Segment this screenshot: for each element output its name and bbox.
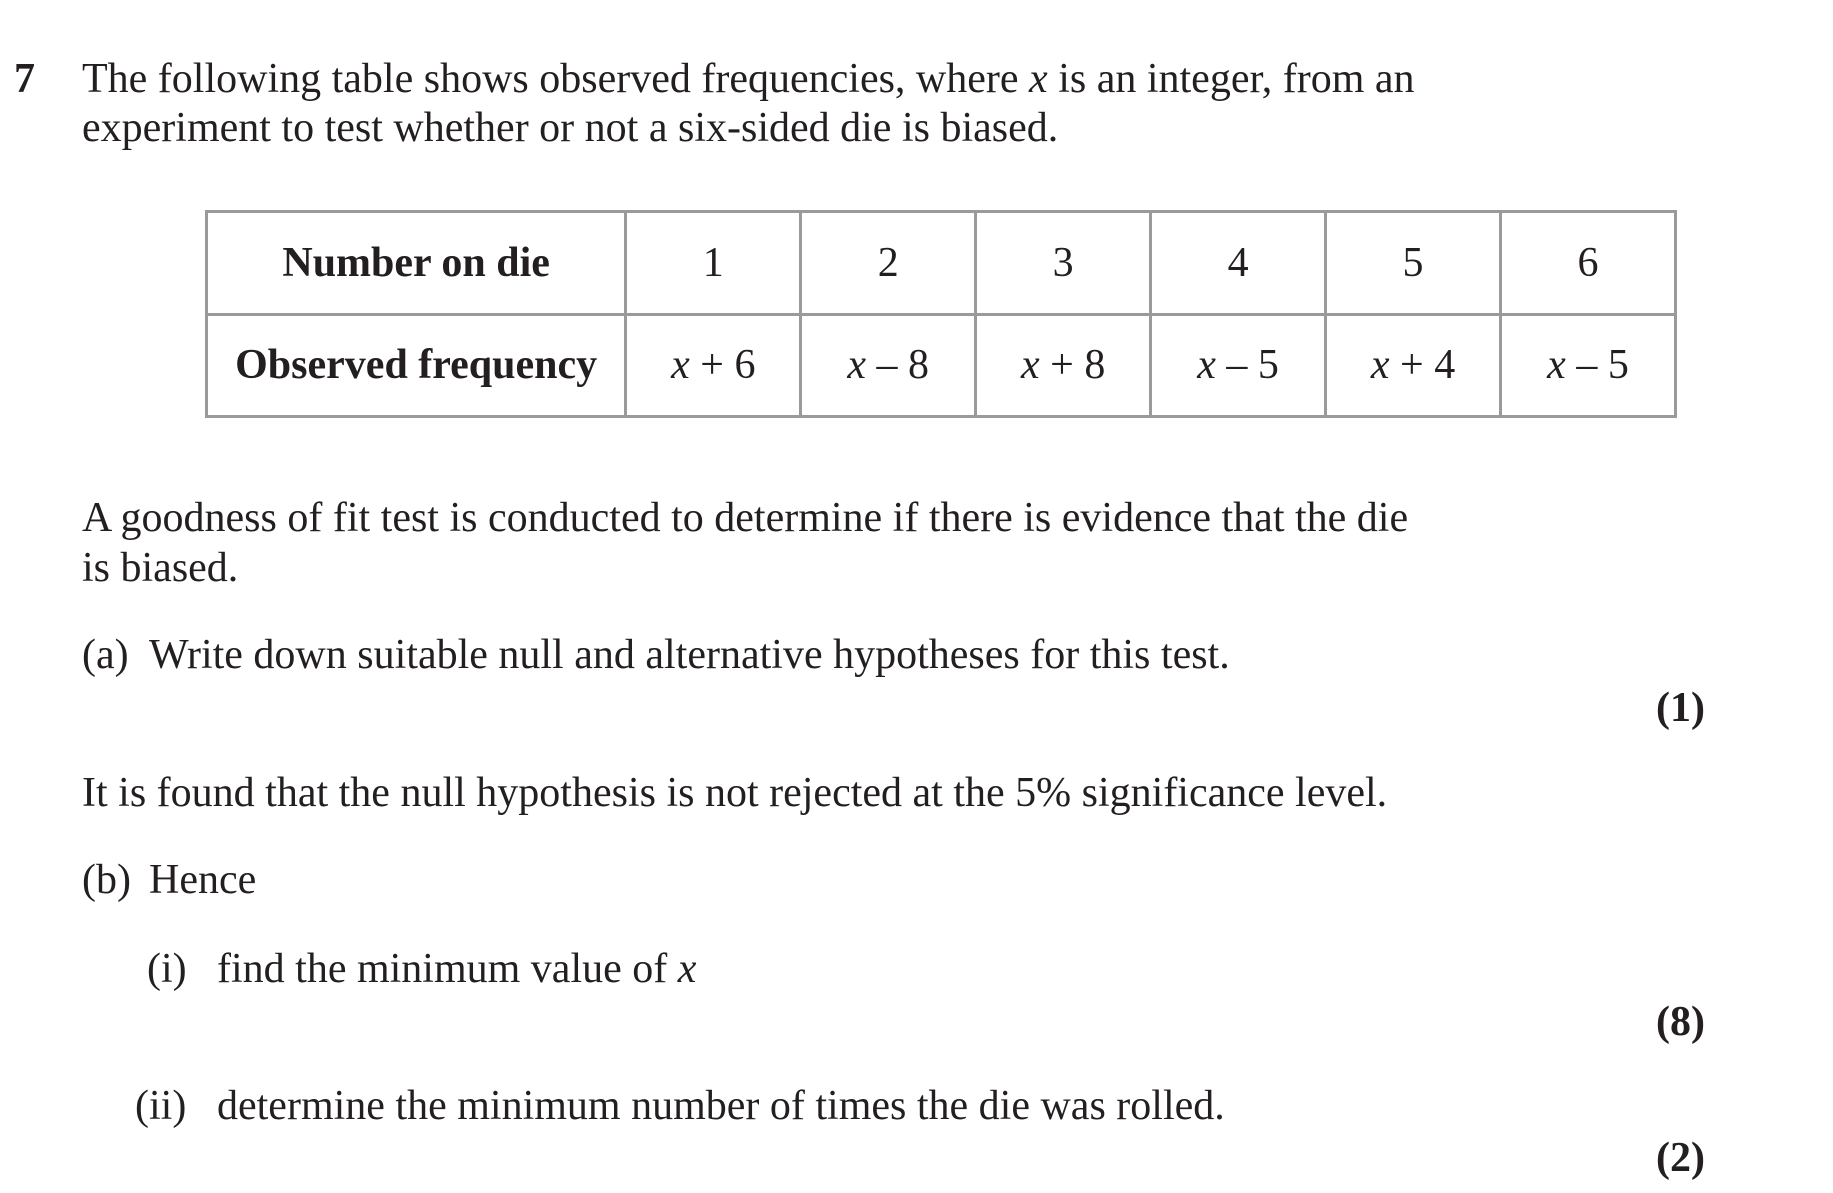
part-b-i-variable: x <box>677 946 697 992</box>
frequency-table <box>205 210 1677 418</box>
question-number: 7 <box>14 56 35 102</box>
frequency-cell <box>1326 314 1501 417</box>
frequency-variable: x <box>1547 342 1566 389</box>
frequency-variable: x <box>1197 342 1216 389</box>
part-b-ii-label: (ii) <box>135 1083 187 1129</box>
part-b-i-words: find the minimum value of <box>217 946 678 992</box>
part-b-label: (b) <box>82 857 131 903</box>
frequency-variable: x <box>671 342 690 389</box>
die-number-cell: 3 <box>976 212 1151 315</box>
frequency-variable: x <box>1370 342 1390 389</box>
context-line-1: A goodness of fit test is conducted to determine if there is evidence that the die <box>82 495 1409 541</box>
part-a-label: (a) <box>82 632 129 678</box>
header-number-on-die: Number on die <box>207 212 626 315</box>
die-number-cell: 1 <box>626 212 801 315</box>
table-row-numbers <box>207 212 1676 315</box>
frequency-cell <box>1501 314 1676 417</box>
die-number-cell: 2 <box>801 212 976 315</box>
part-b-text: Hence <box>149 857 257 903</box>
frequency-variable: x <box>847 342 867 389</box>
intro-text-post: is an integer, from an <box>1047 56 1415 102</box>
result-statement: It is found that the null hypothesis is not rejected at the 5% significance level. <box>82 770 1388 816</box>
frequency-expression: – 8 <box>866 342 930 389</box>
part-b-i-text <box>217 944 696 994</box>
frequency-cell <box>976 314 1151 417</box>
part-b-ii-marks: (2) <box>1656 1135 1705 1181</box>
frequency-variable: x <box>1020 342 1040 389</box>
part-b-i-label: (i) <box>147 946 187 992</box>
frequency-expression: + 4 <box>1389 342 1456 389</box>
part-b-i-marks: (8) <box>1656 999 1705 1045</box>
context-line-2: is biased. <box>82 545 239 591</box>
frequency-cell <box>626 314 801 417</box>
part-a-marks: (1) <box>1656 685 1705 731</box>
die-number-cell: 5 <box>1326 212 1501 315</box>
part-a-text: Write down suitable null and alternative hypotheses for this test. <box>149 632 1230 678</box>
table-row-frequencies <box>207 314 1676 417</box>
intro-line-2: experiment to test whether or not a six-sided die is biased. <box>82 105 1059 151</box>
intro-text-pre: The following table shows observed frequencies, where <box>82 56 1030 102</box>
frequency-expression: + 6 <box>689 342 756 389</box>
header-observed-frequency: Observed frequency <box>207 314 626 417</box>
part-b-ii-text: determine the minimum number of times the die was rolled. <box>217 1083 1225 1129</box>
frequency-expression: – 5 <box>1215 342 1279 389</box>
frequency-cell <box>1151 314 1326 417</box>
intro-variable: x <box>1029 56 1048 102</box>
intro-line-1 <box>82 54 1415 104</box>
die-number-cell: 4 <box>1151 212 1326 315</box>
frequency-expression: + 8 <box>1039 342 1106 389</box>
frequency-cell <box>801 314 976 417</box>
die-number-cell: 6 <box>1501 212 1676 315</box>
frequency-expression: – 5 <box>1565 342 1629 389</box>
